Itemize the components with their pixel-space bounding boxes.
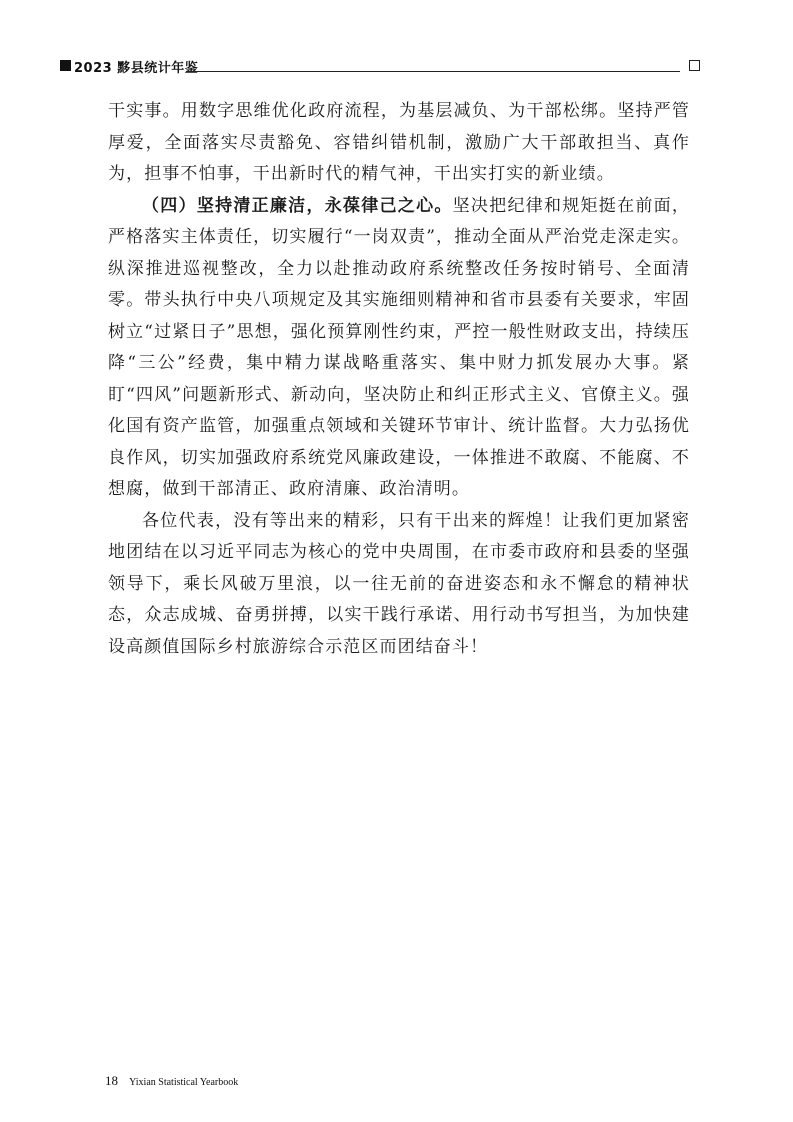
header-box-icon xyxy=(689,60,700,71)
paragraph-continuation xyxy=(108,96,690,191)
paragraph-section-four xyxy=(108,191,690,506)
paragraph-text: 各位代表，没有等出来的精彩，只有干出来的辉煌！让我们更加紧密地团结在以习近平同志为核心的党中央周围，在市委市政府和县委的坚强领导下，乘长风破万里浪，以一往无前的奋进姿态和永不懈怠的精神状态，众志成城、奋勇拼搏，以实干践行承诺、用行动书写担当，为加快建设高颜值国际乡村旅游综合示范区而团结奋斗！ xyxy=(108,510,690,657)
header-rule xyxy=(186,71,680,72)
paragraph-text: 干实事。用数字思维优化政府流程，为基层减负、为干部松绑。坚持严管厚爱，全面落实尽责豁免、容错纠错机制，激励广大干部敢担当、真作为，担事不怕事，干出新时代的精气神，干出实打实的新业绩。 xyxy=(108,101,690,184)
running-header xyxy=(60,56,702,76)
page-footer xyxy=(105,1070,238,1089)
header-square-mark-icon xyxy=(60,60,71,71)
paragraph-text: 坚决把纪律和规矩挺在前面，严格落实主体责任，切实履行“一岗双责”，推动全面从严治党走深走实。纵深推进巡视整改，全力以赴推动政府系统整改任务按时销号、全面清零。带头执行中央八项规定及其实施细则精神和省市县委有关要求，牢固树立“过紧日子”思想，强化预算刚性约束，严控一般性财政支出，持续压降“三公”经费，集中精力谋战略重落实、集中财力抓发展办大事。紧盯“四风”问题新形式、新动向，坚决防止和纠正形式主义、官僚主义。强化国有资产监管，加强重点领域和关键环节审计、统计监督。大力弘扬优良作风，切实加强政府系统党风廉政建设，一体推进不敢腐、不能腐、不想腐，做到干部清正、政府清廉、政治清明。 xyxy=(108,195,690,499)
paragraph-closing xyxy=(108,506,690,664)
footer-book-title: Yixian Statistical Yearbook xyxy=(129,1077,239,1088)
header-title: 2023 黟县统计年鉴 xyxy=(74,61,199,76)
page-number: 18 xyxy=(105,1073,118,1088)
body-text xyxy=(108,96,690,663)
section-heading: （四）坚持清正廉洁，永葆律己之心。 xyxy=(142,195,453,216)
